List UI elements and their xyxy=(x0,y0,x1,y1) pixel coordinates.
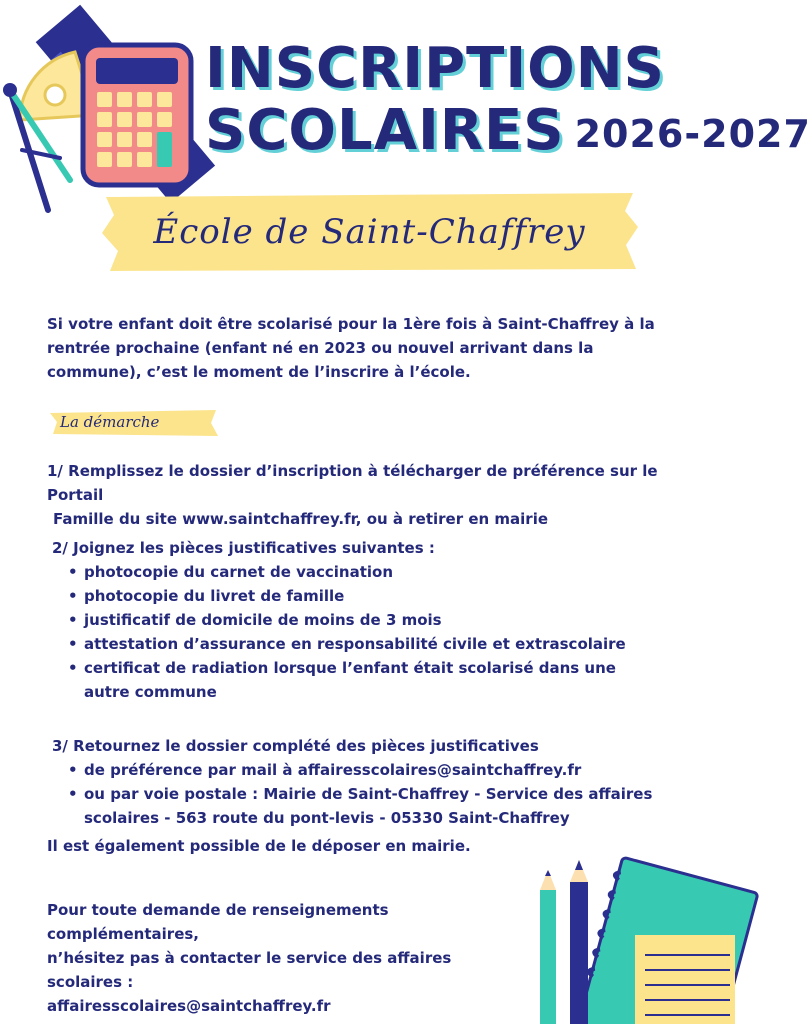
school-supplies-illustration xyxy=(0,0,205,215)
contact-email: affairesscolaires@saintchaffrey.fr xyxy=(47,997,331,1015)
pencil-icon xyxy=(570,860,588,1024)
school-year: 2026-2027 xyxy=(574,112,811,156)
contact-line-1: Pour toute demande de renseignements complémentaires, xyxy=(47,901,389,943)
calculator-icon xyxy=(83,45,191,185)
list-item: • de préférence par mail à affairesscolaires@saintchaffrey.fr xyxy=(62,758,712,782)
step-1-line-2: Famille du site www.saintchaffrey.fr, ou à retirer en mairie xyxy=(53,510,549,528)
contact-block xyxy=(47,898,527,1018)
section-tag xyxy=(50,410,218,436)
list-item: • certificat de radiation lorsque l’enfant était scolarisé dans une autre commune xyxy=(62,656,654,704)
step-3 xyxy=(52,734,712,830)
stationery-illustration xyxy=(530,850,724,1024)
step-2-heading: 2/ Joignez les pièces justificatives suivantes : xyxy=(52,539,435,557)
list-item: • photocopie du livret de famille xyxy=(62,584,672,608)
pencil-icon xyxy=(540,870,556,1024)
step-1-line-1: 1/ Remplissez le dossier d’inscription à télécharger de préférence sur le Portail xyxy=(47,462,658,504)
documents-list xyxy=(62,560,672,704)
list-item: • attestation d’assurance en responsabilité civile et extrascolaire xyxy=(62,632,672,656)
section-label: La démarche xyxy=(60,413,160,431)
contact-line-2: n’hésitez pas à contacter le service des affaires scolaires : xyxy=(47,949,452,991)
step-1 xyxy=(47,459,707,531)
title-line-2-text: SCOLAIRES xyxy=(205,98,565,163)
drop-off-note: Il est également possible de le déposer en mairie. xyxy=(47,837,471,855)
title-block xyxy=(205,36,811,163)
title-line-2 xyxy=(205,98,811,163)
list-item: • justificatif de domicile de moins de 3 mois xyxy=(62,608,672,632)
school-name-banner xyxy=(98,191,641,273)
intro-paragraph: Si votre enfant doit être scolarisé pour la 1ère fois à Saint-Chaffrey à la rentrée prochaine (enfant né en 2023 ou nouvel arrivant dans la commune), c’est le moment de l’inscrire à l’école. xyxy=(47,315,655,381)
list-item: • photocopie du carnet de vaccination xyxy=(62,560,672,584)
title-line-1: INSCRIPTIONS xyxy=(205,36,665,101)
step-2 xyxy=(52,536,672,704)
list-item: • ou par voie postale : Mairie de Saint-Chaffrey - Service des affaires scolaires - 563 route du pont-levis - 05330 Saint-Chaffrey xyxy=(62,782,704,830)
return-methods-list xyxy=(62,758,712,830)
step-3-heading: 3/ Retournez le dossier complété des pièces justificatives xyxy=(52,737,539,755)
school-name: École de Saint-Chaffrey xyxy=(153,212,586,252)
paper-icon xyxy=(635,935,735,1024)
